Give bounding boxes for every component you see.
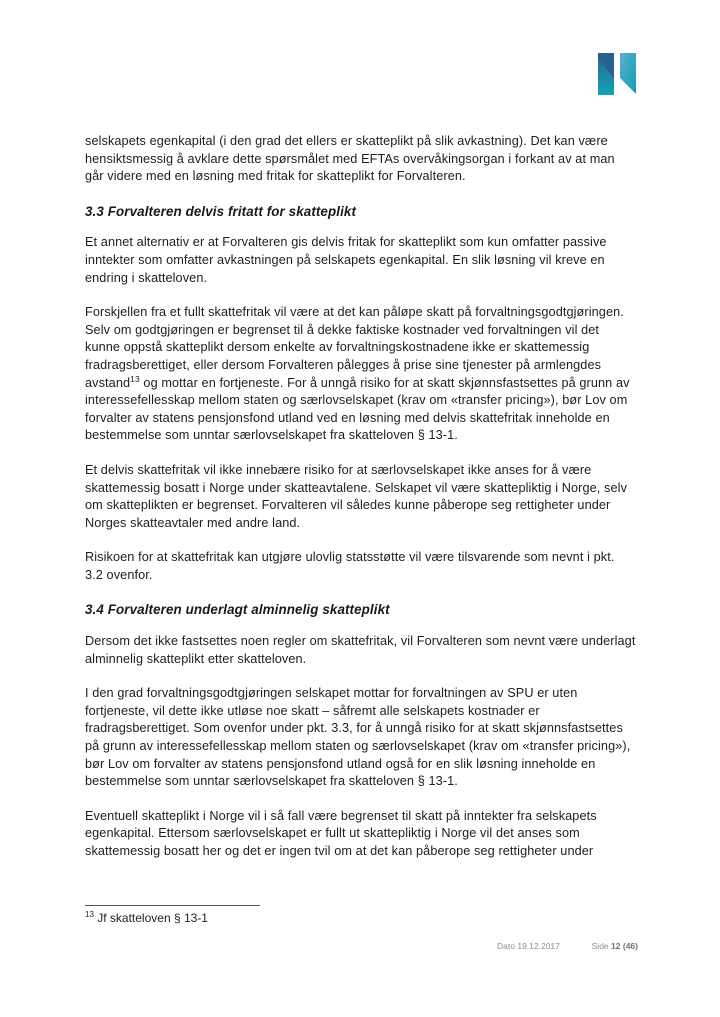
paragraph: Et annet alternativ er at Forvalteren gis delvis fritak for skatteplikt som kun omfatter passive inntekter som omfatter avkastningen på selskapets egenkapital. En slik løsning vil kreve en endring i skatteloven. <box>85 235 607 285</box>
footnote <box>85 910 636 926</box>
paragraph-text: og mottar en fortjeneste. For å unngå risiko for at skatt skjønnsfastsettes på grunn av interessefellesskap mellom staten og særlovselskapet (krav om «transfer pricing»), bør Lov om forvalter av statens pensjonsfond utland ved en løsning med delvis skattefritak inneholde en bestemmelse som unntar særlovselskapet fra skatteloven § 13-1. <box>85 375 630 443</box>
footer-page-total: (46) <box>622 941 638 951</box>
paragraph: Et delvis skattefritak vil ikke innebære risiko for at særlovselskapet ikke anses for å være skattemessig bosatt i Norge under skatteavtalene. Selskapet vil være skattepliktig i Norge, selv om skatteplikten er begrenset. Forvalteren vil således kunne påberope seg rettigheter under Norges skatteavtaler med andre land. <box>85 462 628 530</box>
footnote-marker: 13 <box>85 910 94 919</box>
paragraph: Eventuell skatteplikt i Norge vil i så fall være begrenset til skatt på inntekter fra selskapets egenkapital. Ettersom særlovselskapet er fullt ut skattepliktig i Norge vil det anses som skattemessig bosatt her og det er ingen tvil om at det kan påberope seg rettigheter under <box>85 808 597 858</box>
footnote-text: Jf skatteloven § 13-1 <box>97 911 208 925</box>
footer-page-label: Side <box>591 941 609 951</box>
footnote-divider <box>85 905 260 906</box>
n-logo-glyph <box>598 53 636 95</box>
footer-page-number <box>592 941 638 951</box>
paragraph: Dersom det ikke fastsettes noen regler om skattefritak, vil Forvalteren som nevnt være underlagt alminnelig skatteplikt etter skatteloven. <box>85 634 636 666</box>
footer-date-label: Dato <box>497 941 515 951</box>
section-heading-3-3: 3.3 Forvalteren delvis fritatt for skatteplikt <box>85 203 357 219</box>
intro-paragraph: selskapets egenkapital (i den grad det ellers er skatteplikt på slik avkastning). Det kan være hensiktsmessig å avklare dette spørsmålet med EFTAs overvåkingsorgan i forkant av at man går videre med en løsning med fritak for skatteplikt for Forvalteren. <box>85 134 615 184</box>
section-heading-3-4: 3.4 Forvalteren underlagt alminnelig skatteplikt <box>85 602 390 618</box>
paragraph-with-footnote-ref <box>85 304 636 445</box>
footer-page-current: 12 <box>611 941 621 951</box>
footer-date-value: 19.12.2017 <box>517 941 560 951</box>
footnote-reference: 13 <box>130 373 140 384</box>
footnote-area <box>85 905 636 926</box>
paragraph-text: Forskjellen fra et fullt skattefritak vil være at det kan påløpe skatt på forvaltningsgodtgjøringen. Selv om godtgjøringen er begrenset til å dekke faktiske kostnader ved forvaltningen vil det kunne oppstå skatteplikt dersom enkelte av forvaltningskostnadene ikke er skattemessig fradragsberettiget, eller dersom Forvalteren pålegges å prise sine tjenester på armlengdes avstand <box>85 305 624 390</box>
paragraph: I den grad forvaltningsgodtgjøringen selskapet mottar for forvaltningen av SPU er uten fortjeneste, vil dette ikke utløse noe skatt – såfremt alle selskapets kostnader er fradragsberettiget. Som ovenfor under pkt. 3.3, for å unngå risiko for at skatt skjønnsfastsettes på grunn av interessefellesskap mellom staten og særlovselskapet (krav om «transfer pricing»), bør Lov om forvalter av statens pensjonsfond utland også for en slik løsning inneholde en bestemmelse som unntar særlovselskapet fra skatteloven § 13-1. <box>85 686 631 789</box>
footer-date <box>497 941 560 951</box>
norges-bank-logo-icon <box>598 53 636 95</box>
document-body <box>85 133 636 878</box>
page-footer <box>497 941 638 951</box>
paragraph: Risikoen for at skattefritak kan utgjøre ulovlig statsstøtte vil være tilsvarende som nevnt i pkt. 3.2 ovenfor. <box>85 550 615 582</box>
